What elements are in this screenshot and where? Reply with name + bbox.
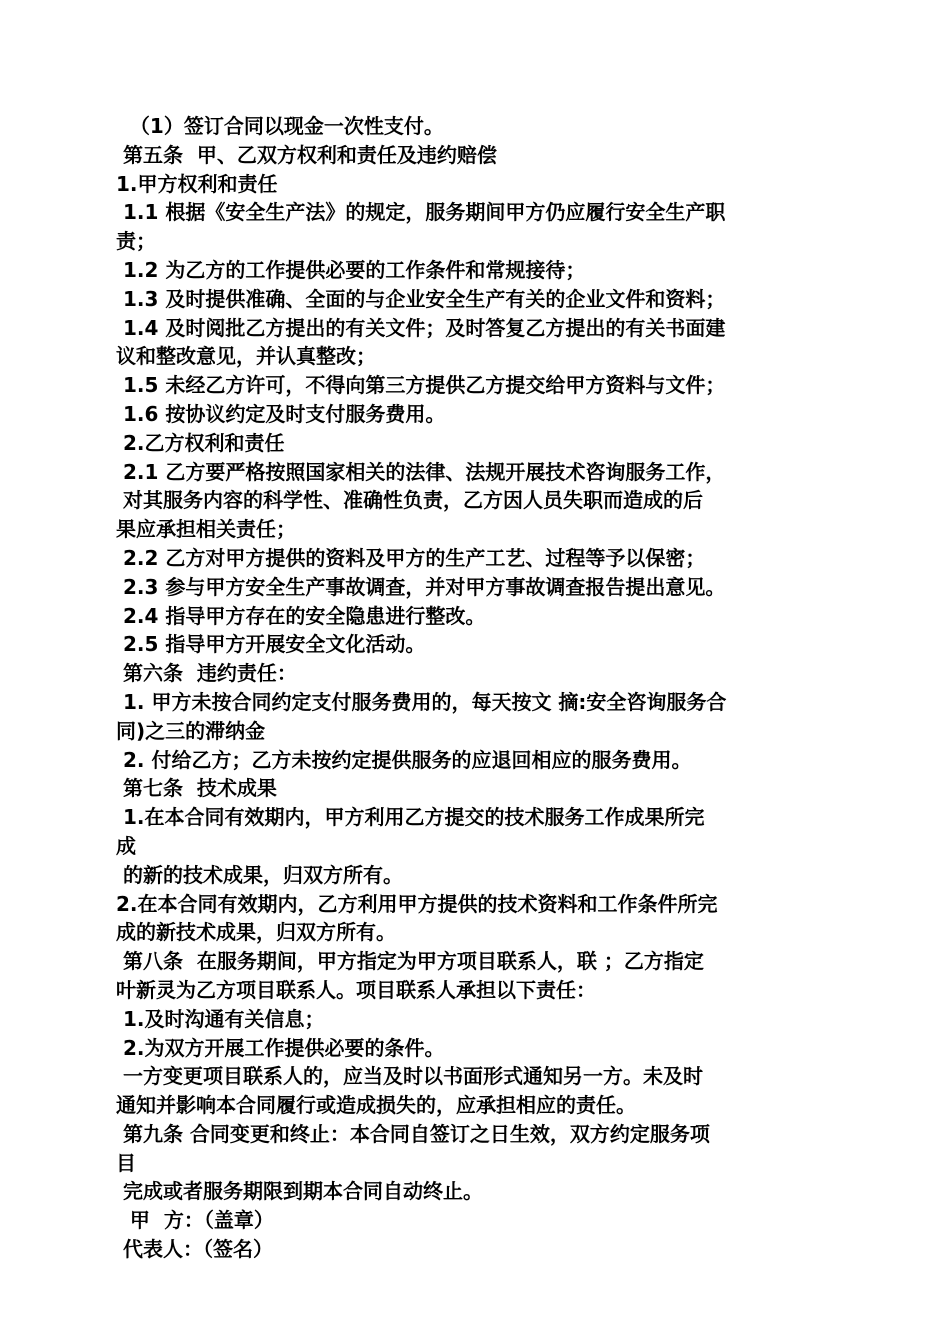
text-line: 的新的技术成果，归双方所有。 [116,862,403,887]
text-line: 叶新灵为乙方项目联系人。项目联系人承担以下责任： [116,977,596,1002]
text-line: 成的新技术成果，归双方所有。 [116,920,396,945]
text-line: 2.为双方开展工作提供必要的条件。 [116,1035,445,1060]
text-line: 2.在本合同有效期内，乙方利用甲方提供的技术资料和工作条件所完 [116,891,718,916]
text-line: （1）签订合同以现金一次性支付。 [116,114,444,138]
text-line: 2.2 乙方对甲方提供的资料及甲方的生产工艺、过程等予以保密； [116,545,706,570]
text-line: 2.乙方权利和责任 [116,430,285,455]
text-line: 议和整改意见，并认真整改； [116,344,376,369]
text-line: 1.甲方权利和责任 [116,171,278,196]
text-line: 责； [116,229,156,254]
text-line: 1.2 为乙方的工作提供必要的工作条件和常规接待； [116,257,586,282]
text-line: 1.6 按协议约定及时支付服务费用。 [116,401,446,426]
text-line: 2.3 参与甲方安全生产事故调查，并对甲方事故调查报告提出意见。 [116,574,726,599]
text-line: 第六条 违约责任： [116,661,297,686]
text-line: 果应承担相关责任； [116,517,296,542]
text-line: 同)之三的滞纳金 [116,718,266,743]
text-line: 第七条 技术成果 [116,776,277,801]
text-line: 目 [116,1150,136,1175]
text-line: 1. 甲方未按合同约定支付服务费用的，每天按文 摘:安全咨询服务合 [116,689,727,714]
text-line: 完成或者服务期限到期本合同自动终止。 [116,1179,483,1204]
text-line: 第九条 合同变更和终止：本合同自签订之日生效，双方约定服务项 [116,1121,710,1146]
text-line: 1.4 及时阅批乙方提出的有关文件；及时答复乙方提出的有关书面建 [116,315,726,340]
text-line: 成 [116,833,136,858]
text-line: 2.1 乙方要严格按照国家相关的法律、法规开展技术咨询服务工作， [116,459,726,484]
text-line: 代表人：（签名） [116,1237,273,1262]
text-line: 甲 方：（盖章） [116,1208,274,1233]
text-line: 1.在本合同有效期内，甲方利用乙方提交的技术服务工作成果所完 [116,805,705,830]
text-line: 通知并影响本合同履行或造成损失的，应承担相应的责任。 [116,1093,636,1118]
text-line: 2.5 指导甲方开展安全文化活动。 [116,632,426,657]
text-line: 一方变更项目联系人的，应当及时以书面形式通知另一方。未及时 [116,1064,703,1089]
text-line: 2.4 指导甲方存在的安全隐患进行整改。 [116,603,486,628]
text-line: 第五条 甲、乙双方权利和责任及违约赔偿 [116,142,497,167]
text-line: 第八条 在服务期间，甲方指定为甲方项目联系人，联 ；乙方指定 [116,949,704,974]
text-line: 1.及时沟通有关信息； [116,1006,325,1031]
text-line: 1.5 未经乙方许可，不得向第三方提供乙方提交给甲方资料与文件； [116,373,726,398]
text-line: 1.1 根据《安全生产法》的规定，服务期间甲方仍应履行安全生产职 [116,200,726,225]
text-line: 1.3 及时提供准确、全面的与企业安全生产有关的企业文件和资料； [116,286,726,311]
text-line: 2. 付给乙方；乙方未按约定提供服务的应退回相应的服务费用。 [116,747,692,772]
contract-body [116,112,836,1264]
text-line: 对其服务内容的科学性、准确性负责，乙方因人员失职而造成的后 [116,488,703,513]
